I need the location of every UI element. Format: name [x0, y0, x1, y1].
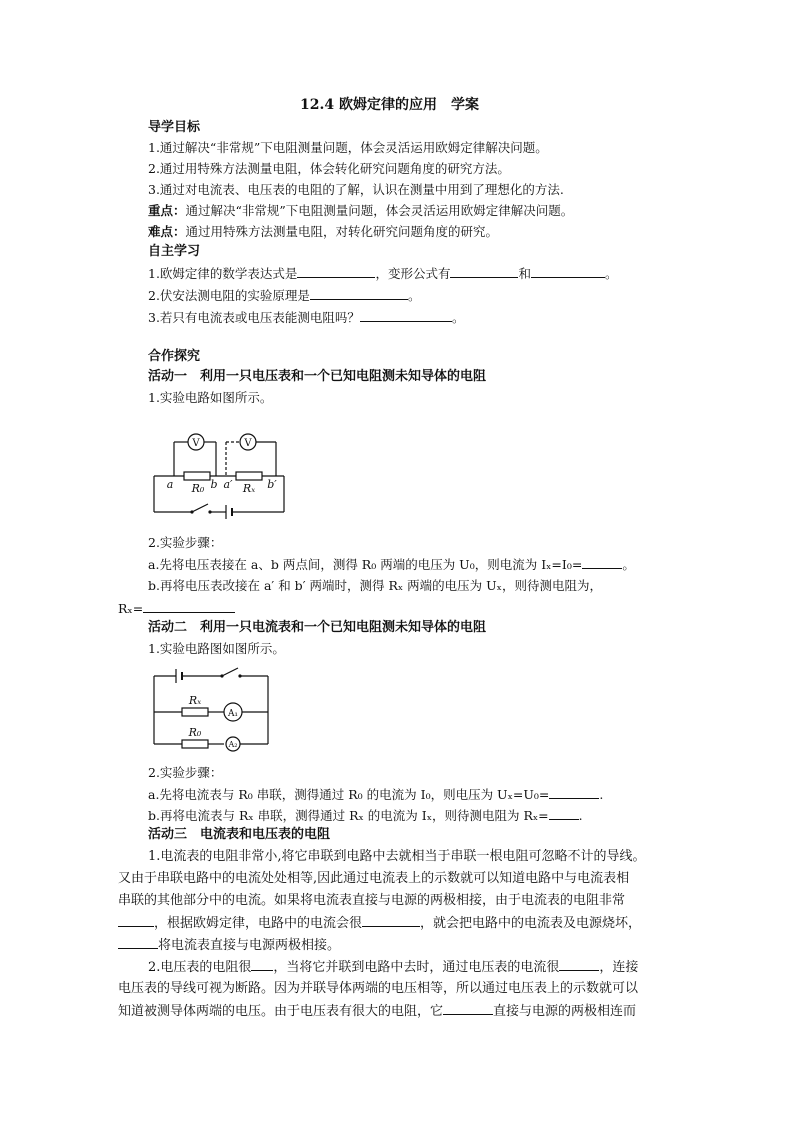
act3-p2-l1a: 2.电压表的电阻很 [148, 960, 252, 975]
self-study-heading: 自主学习 [148, 244, 201, 259]
q2-text-end: 。 [407, 288, 421, 303]
act3-p1-l5: 将电流表直接与电源两极相接。 [158, 938, 341, 953]
ammeter-a2-label: A₂ [228, 740, 238, 749]
coop-heading: 合作探究 [148, 349, 201, 364]
resistor-r0 [182, 740, 208, 748]
act3-p2-l1b: ，当将它并联到电路中去时，通过电压表的电流很 [273, 960, 560, 975]
act2-b-text: b.再将电流表与 Rₓ 串联，测得通过 Rₓ 的电流为 Iₓ，则待测电阻为 Rₓ= [148, 808, 549, 823]
act3-p2-l1c: ，连接 [599, 960, 639, 975]
q3-text: 3.若只有电流表或电压表能测电阻吗？ [148, 310, 360, 325]
goal-item-1: 1.通过解决“非常规”下电阻测量问题，体会灵活运用欧姆定律解决问题。 [148, 140, 548, 155]
act3-p1-blank-1[interactable] [118, 914, 154, 927]
act3-p2-l3a: 知道被测导体两端的电压。由于电压表有很大的电阻，它 [118, 1004, 444, 1019]
voltmeter-1-label: V [192, 438, 200, 449]
ammeter-a1-label: A₁ [227, 709, 239, 719]
self-study-q1 [148, 265, 617, 282]
rx-label: Rₓ [188, 694, 202, 707]
act3-p2-blank-3[interactable] [443, 1002, 493, 1015]
q1-text-c: 和 [518, 266, 531, 281]
activity-1-step-1: 1.实验电路如图所示。 [148, 390, 273, 405]
switch [222, 668, 238, 676]
activity-1-step-2: 2.实验步骤： [148, 535, 223, 550]
page-title: 12.4 欧姆定律的应用 学案 [300, 97, 479, 113]
act3-p2-blank-2[interactable] [559, 958, 599, 971]
switch [192, 504, 208, 512]
act3-p1-line-4 [118, 914, 641, 932]
q1-text-a: 1.欧姆定律的数学表达式是 [148, 266, 298, 281]
act3-p2-l3b: 直接与电源的两极相连而 [493, 1004, 637, 1019]
difficult-text: 通过用特殊方法测量电阻，对转化研究问题角度的研究。 [185, 224, 499, 239]
act2-a-blank[interactable] [549, 786, 599, 799]
act1-a-end: 。 [622, 557, 635, 572]
act3-p2-line-1 [148, 958, 638, 976]
act3-p1-line-3: 串联的其他部分中的电流。如果将电流表直接与电源的两极相接，由于电流表的电阻非常 [118, 893, 626, 908]
act1-rx-label: Rₓ= [118, 601, 144, 616]
activity-2-step-2: 2.实验步骤： [148, 765, 223, 780]
act3-p1-line-2: 又由于串联电路中的电流处处相等,因此通过电流表上的示数就可以知道电路中与电流表相 [118, 871, 630, 886]
q2-text: 2.伏安法测电阻的实验原理是 [148, 288, 310, 303]
difficult-label: 难点： [148, 224, 186, 239]
act1-a-blank[interactable] [582, 556, 622, 569]
resistor-rx [236, 472, 262, 480]
act3-p1-line-5 [118, 936, 340, 954]
q1-blank-3[interactable] [531, 265, 605, 278]
q1-blank-2[interactable] [450, 265, 518, 278]
voltmeter-2-label: V [244, 438, 252, 449]
act2-a-end: . [599, 787, 604, 802]
goal-item-2: 2.通过用特殊方法测量电阻，体会转化研究问题角度的研究方法。 [148, 161, 510, 176]
activity-3-heading: 活动三 电流表和电压表的电阻 [148, 827, 331, 842]
activity-1-rx [118, 600, 235, 617]
activity-1-step-a [148, 556, 635, 573]
act3-p1-l4a: ，根据欧姆定律，电路中的电流会很 [154, 916, 363, 931]
act3-p2-blank-1[interactable] [251, 958, 273, 971]
q1-text-end: 。 [604, 266, 618, 281]
key-label: 重点： [148, 203, 186, 218]
q3-text-end: 。 [451, 310, 465, 325]
point-a2-label: a′ [223, 478, 233, 491]
act3-p1-line-1: 1.电流表的电阻非常小,将它串联到电路中去就相当于串联一根电阻可忽略不计的导线。 [148, 849, 646, 864]
q3-blank[interactable] [360, 309, 452, 322]
act2-b-end: . [578, 808, 583, 823]
key-text: 通过解决“非常规”下电阻测量问题，体会灵活运用欧姆定律解决问题。 [185, 203, 574, 218]
activity-2-heading: 活动二 利用一只电流表和一个已知电阻测未知导体的电阻 [148, 620, 487, 635]
activity-2-step-1: 1.实验电路图如图所示。 [148, 641, 285, 656]
resistor-r0 [184, 472, 210, 480]
act3-p1-l4b: ，就会把电路中的电流表及电源烧坏， [420, 916, 642, 931]
self-study-q3 [148, 309, 464, 326]
goals-heading: 导学目标 [148, 120, 201, 135]
key-point [148, 203, 573, 219]
act1-rx-blank[interactable] [143, 600, 235, 613]
act3-p1-blank-2[interactable] [362, 914, 420, 927]
point-b2-label: b′ [267, 478, 277, 491]
q2-blank[interactable] [310, 287, 408, 300]
q1-text-b: ，变形公式有 [375, 266, 451, 281]
point-a-label: a [166, 478, 174, 491]
activity-1-step-b: b.再将电压表改接在 a′ 和 b′ 两端时，测得 Rₓ 两端的电压为 Uₓ，则待测电阻为， [148, 578, 602, 593]
circuit-diagram-2 [148, 662, 278, 752]
rx-label: Rₓ [242, 482, 256, 495]
activity-2-step-a [148, 786, 603, 803]
goal-item-3: 3.通过对电流表、电压表的电阻的了解，认识在测量中用到了理想化的方法. [148, 182, 564, 197]
act1-a-text: a.先将电压表接在 a、b 两点间，测得 R₀ 两端的电压为 U₀，则电流为 Iₓ=I₀= [148, 557, 583, 572]
act3-p2-line-3 [118, 1002, 636, 1020]
act2-b-blank[interactable] [549, 807, 579, 820]
self-study-q2 [148, 287, 420, 304]
r0-label: R₀ [191, 482, 205, 495]
act3-p1-blank-3[interactable] [118, 936, 158, 949]
difficult-point [148, 224, 498, 240]
circuit-diagram-1 [148, 428, 298, 528]
activity-1-heading: 活动一 利用一只电压表和一个已知电阻测未知导体的电阻 [148, 369, 487, 384]
q1-blank-1[interactable] [297, 265, 375, 278]
r0-label: R₀ [188, 726, 202, 739]
act2-a-text: a.先将电流表与 R₀ 串联，测得通过 R₀ 的电流为 I₀，则电压为 Uₓ=U₀= [148, 787, 550, 802]
act3-p2-line-2: 电压表的导线可视为断路。因为并联导体两端的电压相等，所以通过电压表上的示数就可以 [118, 981, 639, 996]
resistor-rx [182, 708, 208, 716]
activity-2-step-b [148, 807, 583, 824]
point-b-label: b [210, 478, 218, 491]
